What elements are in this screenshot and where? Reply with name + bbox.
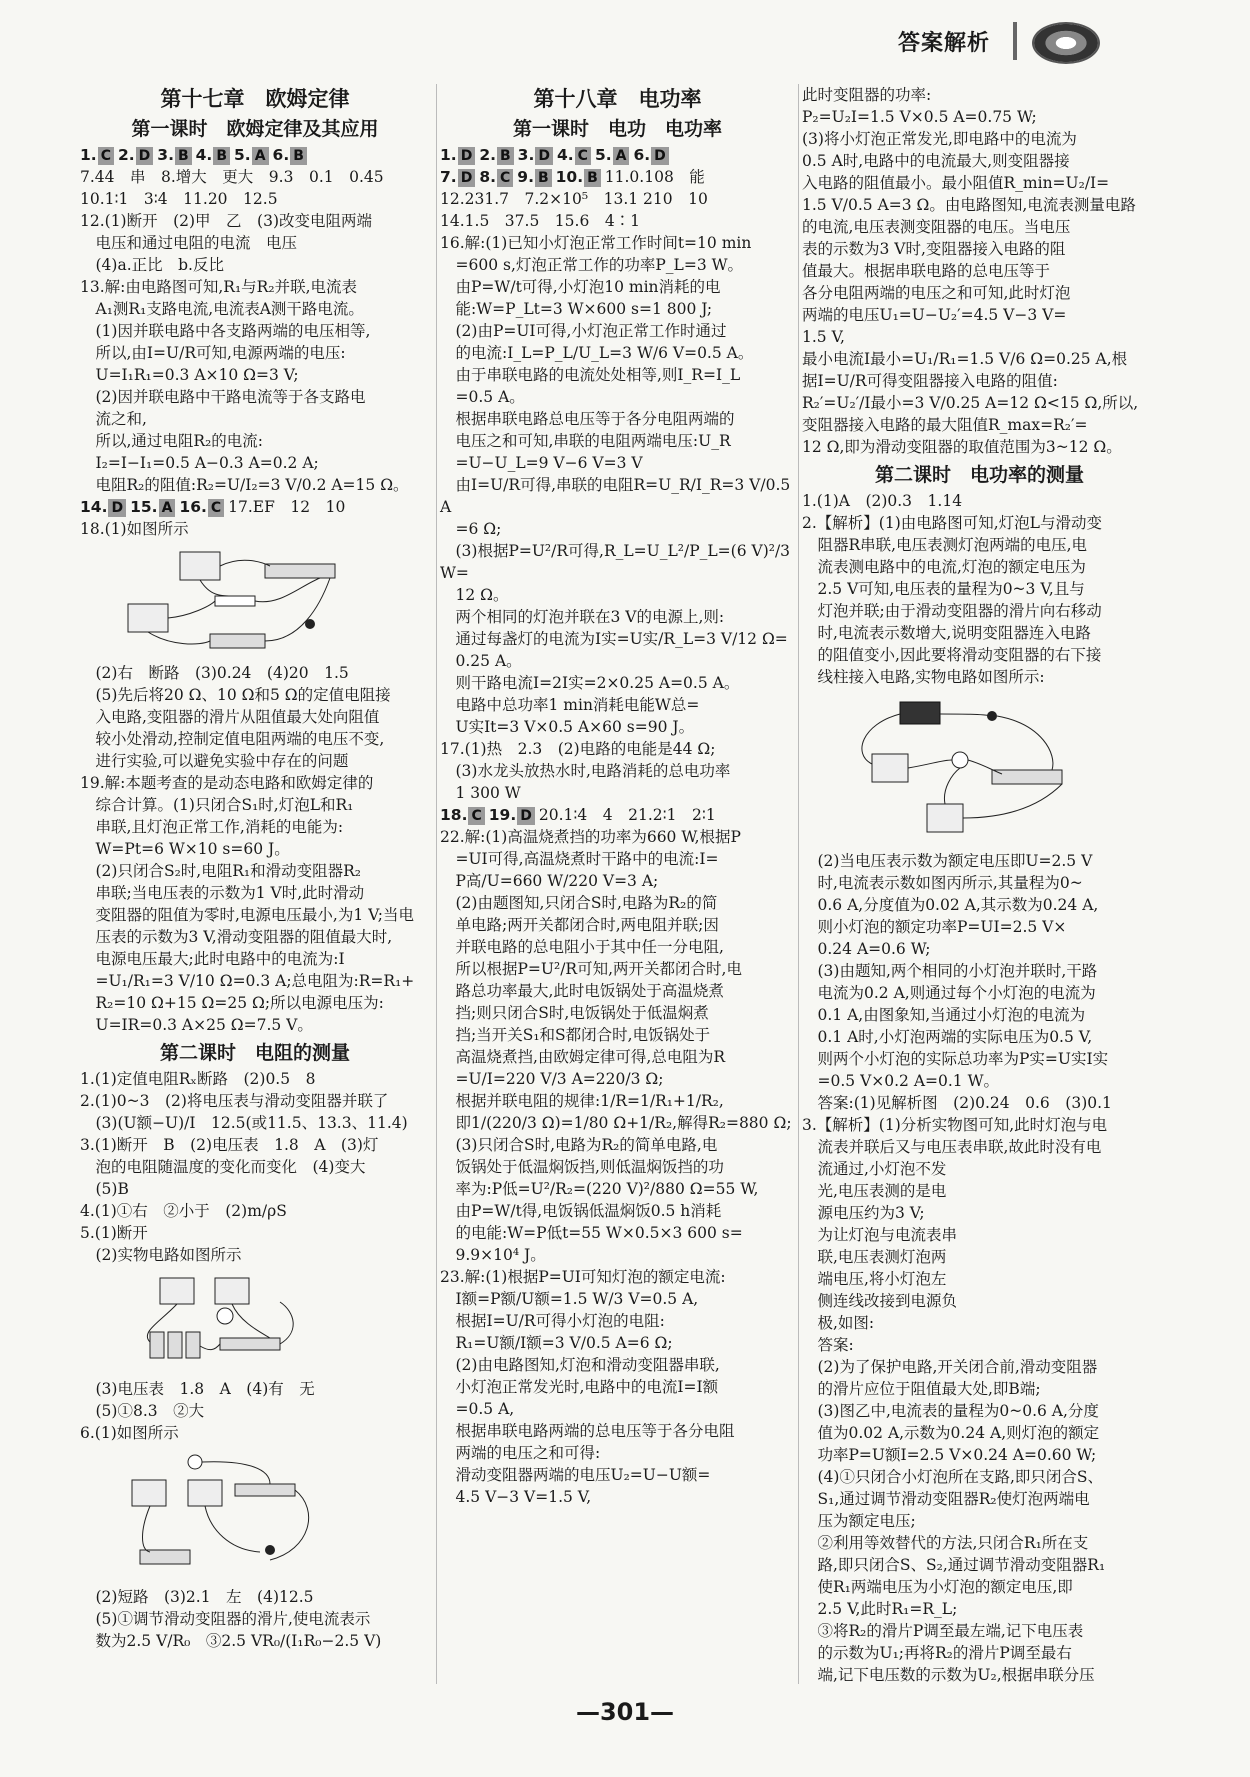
answer-line: 端电压,将小灯泡左 [802,1270,947,1288]
answer-line: 由I=U/R可得,串联的电阻R=U_R/I_R=3 V/0.5 A [440,476,796,516]
question-number: 1. [80,146,97,164]
answer-line: 12.(1)断开 (2)甲 乙 (3)改变电阻两端 [80,212,373,230]
answer-line: 此时变阻器的功率: [802,86,932,104]
answer-line: 压表的示数为3 V,滑动变阻器的阻值最大时, [80,928,393,946]
answer-line: 值为0.02 A,示数为0.24 A,则灯泡的额定 [802,1424,1100,1442]
answer-line: 由P=W/t可得,小灯泡10 min消耗的电 [440,278,721,296]
question-number: 9. [517,168,534,186]
answer-line: 12 Ω,即为滑动变阻器的取值范围为3~12 Ω。 [802,438,1122,456]
answer-line: 即1/(220/3 Ω)=1/80 Ω+1/R₂,解得R₂=880 Ω; [440,1114,792,1132]
answer-line: 4.(1)①右 ②小于 (2)m/ρS [80,1202,287,1220]
header-divider [1013,22,1017,60]
answer-block [80,1068,430,1266]
answer-line: 数为2.5 V/R₀ ③2.5 VR₀/(I₁R₀−2.5 V) [80,1632,382,1650]
answer-line: 则干路电流I=2I实=2×0.25 A=0.5 A。 [440,674,740,692]
answer-line: (2)因并联电路中干路电流等于各支路电 [80,388,366,406]
answer-line: 3.(1)断开 B (2)电压表 1.8 A (3)灯 [80,1136,379,1154]
answer-line: 源电压约为3 V; [802,1204,925,1222]
answer-line: 串联,且灯泡正常工作,消耗的电能为: [80,818,344,836]
answer-line: 12 Ω。 [440,586,509,604]
answer-line: 小灯泡正常发光时,电路中的电流I=I额 [440,1378,719,1396]
answer-line: 功率P=U额I=2.5 V×0.24 A=0.60 W; [802,1446,1097,1464]
answer-line: (2)右 断路 (3)0.24 (4)20 1.5 [80,664,349,682]
answer-line: 所以,由I=U/R可知,电源两端的电压: [80,344,346,362]
answer-line: (5)先后将20 Ω、10 Ω和5 Ω的定值电阻接 [80,686,391,704]
choice-answer: B [497,147,514,165]
answer-line: 0.5 A时,电路中的电流最大,则变阻器接 [802,152,1070,170]
question-number: 3. [157,146,174,164]
answer-line: 联,电压表测灯泡两 [802,1248,947,1266]
answer-line: R₂′=U₂′/I最小=3 V/0.25 A=12 Ω<15 Ω,所以, [802,394,1139,412]
choice-answer: A [252,147,269,165]
answer-line: (2)由题图知,只闭合S时,电路为R₂的简 [440,894,718,912]
answer-line: (3)只闭合S时,电路为R₂的简单电路,电 [440,1136,718,1154]
answer-line: 6.(1)如图所示 [80,1424,179,1442]
answer-line: 4.5 V−3 V=1.5 V, [440,1488,592,1506]
answer-line: (3)将小灯泡正常发光,即电路中的电流为 [802,130,1077,148]
answer-block [80,1586,430,1652]
answer-line: 挡;当开关S₁和S都闭合时,电饭锅处于 [440,1026,711,1044]
answer-line: R₁=U额/I额=3 V/0.5 A=6 Ω; [440,1334,673,1352]
answer-line: 的阻值变小,因此要将滑动变阻器的右下接 [802,646,1102,664]
answer-line: 两个相同的灯泡并联在3 V的电源上,则: [440,608,725,626]
answer-line: 高温烧煮挡,由欧姆定律可得,总电阻为R [440,1048,726,1066]
answer-line: 挡;则只闭合S时,电饭锅处于低温焖煮 [440,1004,709,1022]
answer-line: 3.【解析】(1)分析实物图可知,此时灯泡与电 [802,1116,1108,1134]
choice-answer: D [517,807,535,825]
question-number: 5. [234,146,251,164]
answer-line: 由P=W/t得,电饭锅低温焖饭0.5 h消耗 [440,1202,722,1220]
answer-line: 为让灯泡与电流表串 [802,1226,958,1244]
answer-block [80,1378,430,1444]
column-3 [802,84,1157,1686]
answer-line: 单电路;两开关都闭合时,两电阻并联;因 [440,916,719,934]
answer-line: 较小处滑动,控制定值电阻两端的电压不变, [80,730,385,748]
choice-answer: C [497,169,513,187]
choice-answer: B [584,169,601,187]
question-number: 8. [479,168,496,186]
answer-line: 2.(1)0~3 (2)将电压表与滑动变阻器并联了 [80,1092,389,1110]
question-number: 7. [440,168,457,186]
answer-line: 1.5 V, [802,328,845,346]
lesson-title: 第二课时 电阻的测量 [159,1042,350,1064]
answer-line: 入电路,变阻器的滑片从阻值最大处向阻值 [80,708,380,726]
answer-line: (3)水龙头放热水时,电路消耗的总电功率 [440,762,731,780]
mc-answers [80,496,430,518]
choice-answer: C [468,807,484,825]
choice-answer: D [108,499,126,517]
answer-block [80,166,430,496]
answer-line: 的电流,电压表测变阻器的电压。当电压 [802,218,1071,236]
choice-answer: B [535,169,552,187]
answer-line: 19.解:本题考查的是动态电路和欧姆定律的 [80,774,374,792]
answer-line: U实It=3 V×0.5 A×60 s=90 J。 [440,718,695,736]
answer-line: 线柱接入电路,实物电路如图所示: [802,668,1045,686]
question-number: 19. [488,806,517,824]
column-1 [80,84,430,1652]
answer-line: 值最大。根据串联电路的总电压等于 [802,262,1051,280]
question-number: 16. [179,498,207,516]
column-divider [436,84,437,1684]
answer-line: (2)为了保护电路,开关闭合前,滑动变阻器 [802,1358,1098,1376]
answer-line: 端,记下电压数的示数为U₂,根据串联分压 [802,1666,1095,1684]
question-number: 3. [517,146,535,164]
answer-line: 2.【解析】(1)由电路图可知,灯泡L与滑动变 [802,514,1102,532]
answer-line: (2)由P=UI可得,小灯泡正常工作时通过 [440,322,727,340]
answer-line: 据I=U/R可得变阻器接入电路的阻值: [802,372,1058,390]
choice-answer: B [175,147,192,165]
question-number: 6. [272,146,290,164]
circuit-figure [120,1272,430,1372]
answer-line: 的电能:W=P低t=55 W×0.5×3 600 s= [440,1224,743,1242]
answer-line: 0.6 A,分度值为0.02 A,其示数为0.24 A, [802,896,1099,914]
answer-line: 2.5 V可知,电压表的量程为0~3 V,且与 [802,580,1085,598]
answer-line: ③将R₂的滑片P调至最左端,记下电压表 [802,1622,1084,1640]
answer-block [440,826,795,1508]
answer-line: 2.5 V,此时R₁=R_L; [802,1600,958,1618]
question-number: 1. [440,146,457,164]
answer-line: (5)B [80,1180,129,1198]
answer-line: A₁测R₁支路电流,电流表A测干路电流。 [80,300,364,318]
answer-line: 电阻R₂的阻值:R₂=U/I₂=3 V/0.2 A=15 Ω。 [80,476,409,494]
answer-line: =U/I=220 V/3 A=220/3 Ω; [440,1070,664,1088]
answer-line: 则小灯泡的额定功率P=UI=2.5 V× [802,918,1067,936]
answer-line: 综合计算。(1)只闭合S₁时,灯泡L和R₁ [80,796,354,814]
answer-line: 的示数为U₁;再将R₂的滑片P调至最右 [802,1644,1072,1662]
question-number: 15. [130,498,158,516]
answer-line: 灯泡并联;由于滑动变阻器的滑片向右移动 [802,602,1102,620]
mc-answers [440,144,795,166]
answer-line: 16.解:(1)已知小灯泡正常工作时间t=10 min [440,234,752,252]
answer-line: 所以根据P=U²/R可知,两开关都闭合时,电 [440,960,742,978]
answer-line: 9.9×10⁴ J。 [440,1246,546,1264]
answer-line: U=I₁R₁=0.3 A×10 Ω=3 V; [80,366,299,384]
answer-line: 最小电流I最小=U₁/R₁=1.5 V/6 Ω=0.25 A,根 [802,350,1128,368]
page-header [0,0,1250,70]
answer-line: ②利用等效替代的方法,只闭合R₁所在支 [802,1534,1089,1552]
column-2 [440,84,795,1508]
answer-line: (2)由电路图知,灯泡和滑动变阻器串联, [440,1356,720,1374]
answer-line: (2)实物电路如图所示 [80,1246,242,1264]
answer-line: 流表并联后又与电压表串联,故此时没有电 [802,1138,1102,1156]
mc-answers [440,804,795,826]
answer-line: 的滑片应位于阻值最大处,即B端; [802,1380,1041,1398]
answer-line: 1.(1)A (2)0.3 1.14 [802,492,963,510]
answer-line: (5)①调节滑动变阻器的滑片,使电流表示 [80,1610,371,1628]
circuit-figure [120,1450,430,1580]
choice-answer: D [535,147,553,165]
question-number: 4. [556,146,574,164]
answer-line: 14.1.5 37.5 15.6 4∶1 [440,212,641,230]
answer-line: U=IR=0.3 A×25 Ω=7.5 V。 [80,1016,313,1034]
choice-answer: B [290,147,307,165]
answer-line: I₂=I−I₁=0.5 A−0.3 A=0.2 A; [80,454,319,472]
answer-line: (2)当电压表示数为额定电压即U=2.5 V [802,852,1093,870]
answer-block [440,188,795,804]
answer-line: 路总功率最大,此时电饭锅处于高温烧煮 [440,982,724,1000]
answer-line: 时,电流表示数增大,说明变阻器连入电路 [802,624,1091,642]
answer-line: 根据并联电阻的规律:1/R=1/R₁+1/R₂, [440,1092,724,1110]
answer-line: 入电路的阻值最小。最小阻值R_min=U₂/I= [802,174,1110,192]
answer-line: 串联;当电压表的示数为1 V时,此时滑动 [80,884,365,902]
answer-line: 1.(1)定值电阻Rₓ断路 (2)0.5 8 [80,1070,316,1088]
lesson-title: 第一课时 电功 电功率 [512,118,722,140]
answer-line: 电压和通过电阻的电流 电压 [80,234,298,252]
answer-line: 的电流:I_L=P_L/U_L=3 W/6 V=0.5 A。 [440,344,754,362]
answer-line: 使R₁两端电压为小灯泡的额定电压,即 [802,1578,1073,1596]
answer-line: (3)电压表 1.8 A (4)有 无 [80,1380,315,1398]
answer-line: 能:W=P_Lt=3 W×600 s=1 800 J; [440,300,713,318]
answer-line: I额=P额/U额=1.5 W/3 V=0.5 A, [440,1290,699,1308]
answer-line: W=Pt=6 W×10 s=60 J。 [80,840,290,858]
answer-text: 11.0.108 能 [604,168,705,186]
eye-logo-icon [1032,22,1100,64]
answer-line: 电路中总功率1 min消耗电能W总= [440,696,700,714]
answer-line: 光,电压表测的是电 [802,1182,947,1200]
question-number: 18. [440,806,468,824]
choice-answer: A [613,147,630,165]
answer-line: (3)图乙中,电流表的量程为0~0.6 A,分度 [802,1402,1099,1420]
answer-line: 流表测电路中的电流,灯泡的额定电压为 [802,558,1086,576]
answer-line: (2)只闭合S₂时,电阻R₁和滑动变阻器R₂ [80,862,361,880]
page-number: —301— [575,1698,675,1726]
column-divider [798,84,799,1684]
answer-block [802,84,1157,458]
answer-line: P₂=U₂I=1.5 V×0.5 A=0.75 W; [802,108,1037,126]
question-number: 10. [555,168,584,186]
question-number: 2. [479,146,496,164]
choice-answer: D [651,147,669,165]
answer-line: =0.5 A。 [440,388,525,406]
lesson-title: 第二课时 电功率的测量 [874,464,1084,486]
answer-line: 泡的电阻随温度的变化而变化 (4)变大 [80,1158,366,1176]
mc-answers [440,166,795,188]
choice-answer: C [208,499,224,517]
answer-line: =U₁/R₁=3 V/10 Ω=0.3 A;总电阻为:R=R₁+ [80,972,415,990]
circuit-figure [120,546,430,656]
answer-line: 率为:P低=U²/R₂=(220 V)²/880 Ω=55 W, [440,1180,759,1198]
choice-answer: A [159,499,176,517]
answer-block [802,490,1157,688]
question-number: 2. [117,146,135,164]
answer-line: S₁,通过调节滑动变阻器R₂使灯泡两端电 [802,1490,1090,1508]
answer-text: 20.1∶4 4 21.2∶1 2∶1 [538,806,716,824]
answer-line: (3)根据P=U²/R可得,R_L=U_L²/P_L=(6 V)²/3 W= [440,542,795,582]
answer-line: 表的示数为3 V时,变阻器接入电路的阻 [802,240,1066,258]
answer-line: P高/U=660 W/220 V=3 A; [440,872,659,890]
header-title: 答案解析 [897,31,990,56]
answer-line: 7.44 串 8.增大 更大 9.3 0.1 0.45 [80,168,384,186]
choice-answer: C [98,147,114,165]
answer-line: =0.5 V×0.2 A=0.1 W。 [802,1072,1000,1090]
answer-block [802,850,1157,1686]
answer-line: (3)(U额−U)/I 12.5(或11.5、13.3、11.4) [80,1114,408,1132]
answer-line: =UI可得,高温烧煮时干路中的电流:I= [440,850,719,868]
answer-line: 由于串联电路的电流处处相等,则I_R=I_L [440,366,741,384]
answer-line: 时,电流表示数如图丙所示,其量程为0~ [802,874,1083,892]
answer-line: 根据串联电路两端的总电压等于各分电阻 [440,1422,735,1440]
answer-block [80,662,430,1036]
answer-line: 饭锅处于低温焖饭挡,则低温焖饭挡的功 [440,1158,724,1176]
answer-line: R₂=10 Ω+15 Ω=25 Ω;所以电源电压为: [80,994,384,1012]
answer-line: 0.1 A时,小灯泡两端的实际电压为0.5 V, [802,1028,1093,1046]
answer-line: 变阻器接入电路的最大阻值R_max=R₂′= [802,416,1088,434]
answer-line: 1.5 V/0.5 A=3 Ω。由电路图知,电流表测量电路 [802,196,1136,214]
answer-line: 10.1∶1 3∶4 11.20 12.5 [80,190,278,208]
question-number: 6. [633,146,651,164]
question-number: 4. [195,146,213,164]
answer-line: 23.解:(1)根据P=UI可知灯泡的额定电流: [440,1268,726,1286]
answer-line: 极,如图: [802,1314,875,1332]
answer-line: 17.(1)热 2.3 (2)电路的电能是44 Ω; [440,740,716,758]
answer-line: 电源电压最大;此时电路中的电流为:I [80,950,345,968]
answer-line: 电压之和可知,串联的电阻两端电压:U_R [440,432,731,450]
answer-line: 根据I=U/R可得小灯泡的电阻: [440,1312,665,1330]
answer-line: (4)①只闭合小灯泡所在支路,即只闭合S、 [802,1468,1104,1486]
answer-line: 答案:(1)见解析图 (2)0.24 0.6 (3)0.1 [802,1094,1112,1112]
circuit-figure [842,694,1157,844]
choice-answer: B [213,147,230,165]
answer-line: =U−U_L=9 V−6 V=3 V [440,454,643,472]
answer-line: 0.24 A=0.6 W; [802,940,931,958]
answer-line: (5)①8.3 ②大 [80,1402,205,1420]
answer-line: 答案: [802,1336,854,1354]
answer-line: (4)a.正比 b.反比 [80,256,224,274]
answer-line: 则两个小灯泡的实际总功率为P实=U实I实 [802,1050,1109,1068]
answer-line: 侧连线改接到电源负 [802,1292,958,1310]
answer-line: 流之和, [80,410,147,428]
answer-line: 13.解:由电路图可知,R₁与R₂并联,电流表 [80,278,357,296]
answer-line: 0.25 A。 [440,652,522,670]
answer-line: =600 s,灯泡正常工作的功率P_L=3 W。 [440,256,744,274]
answer-text: 17.EF 12 10 [228,498,346,516]
answer-line: 两端的电压U₁=U−U₂′=4.5 V−3 V= [802,306,1067,324]
choice-answer: D [136,147,154,165]
answer-line: 各分电阻两端的电压之和可知,此时灯泡 [802,284,1071,302]
mc-answers [80,144,430,166]
choice-answer: D [458,169,476,187]
answer-line: (3)由题知,两个相同的小灯泡并联时,干路 [802,962,1098,980]
answer-line: =0.5 A, [440,1400,515,1418]
answer-line: 并联电路的总电阻小于其中任一分电阻, [440,938,724,956]
answer-line: 两端的电压之和可得: [440,1444,601,1462]
answer-line: (2)短路 (3)2.1 左 (4)12.5 [80,1588,314,1606]
chapter-title: 第十八章 电功率 [533,87,702,111]
answer-line: 12.231.7 7.2×10⁵ 13.1 210 10 [440,190,708,208]
question-18: 18.(1)如图所示 [80,520,189,538]
answer-line: 进行实验,可以避免实验中存在的问题 [80,752,349,770]
answer-line: (1)因并联电路中各支路两端的电压相等, [80,322,371,340]
lesson-title: 第一课时 欧姆定律及其应用 [131,118,379,140]
answer-line: 0.1 A,由图象知,当通过小灯泡的电流为 [802,1006,1086,1024]
answer-line: 阻器R串联,电压表测灯泡两端的电压,电 [802,536,1088,554]
answer-line: 通过每盏灯的电流为I实=U实/R_L=3 V/12 Ω= [440,630,788,648]
answer-line: 根据串联电路总电压等于各分电阻两端的 [440,410,735,428]
answer-line: 变阻器的阻值为零时,电源电压最小,为1 V;当电 [80,906,415,924]
answer-line: 滑动变阻器两端的电压U₂=U−U额= [440,1466,711,1484]
choice-answer: C [575,147,591,165]
answer-line: 路,即只闭合S、S₂,通过调节滑动变阻器R₁ [802,1556,1106,1574]
answer-line: 电流为0.2 A,则通过每个小灯泡的电流为 [802,984,1096,1002]
answer-line: 1 300 W [440,784,521,802]
answer-line: 所以,通过电阻R₂的电流: [80,432,264,450]
answer-line: =6 Ω; [440,520,502,538]
question-number: 14. [80,498,108,516]
question-number: 5. [594,146,612,164]
choice-answer: D [458,147,476,165]
answer-line: 流通过,小灯泡不发 [802,1160,947,1178]
answer-line: 压为额定电压; [802,1512,916,1530]
answer-line: 5.(1)断开 [80,1224,148,1242]
answer-line: 22.解:(1)高温烧煮挡的功率为660 W,根据P [440,828,741,846]
chapter-title: 第十七章 欧姆定律 [160,87,350,111]
